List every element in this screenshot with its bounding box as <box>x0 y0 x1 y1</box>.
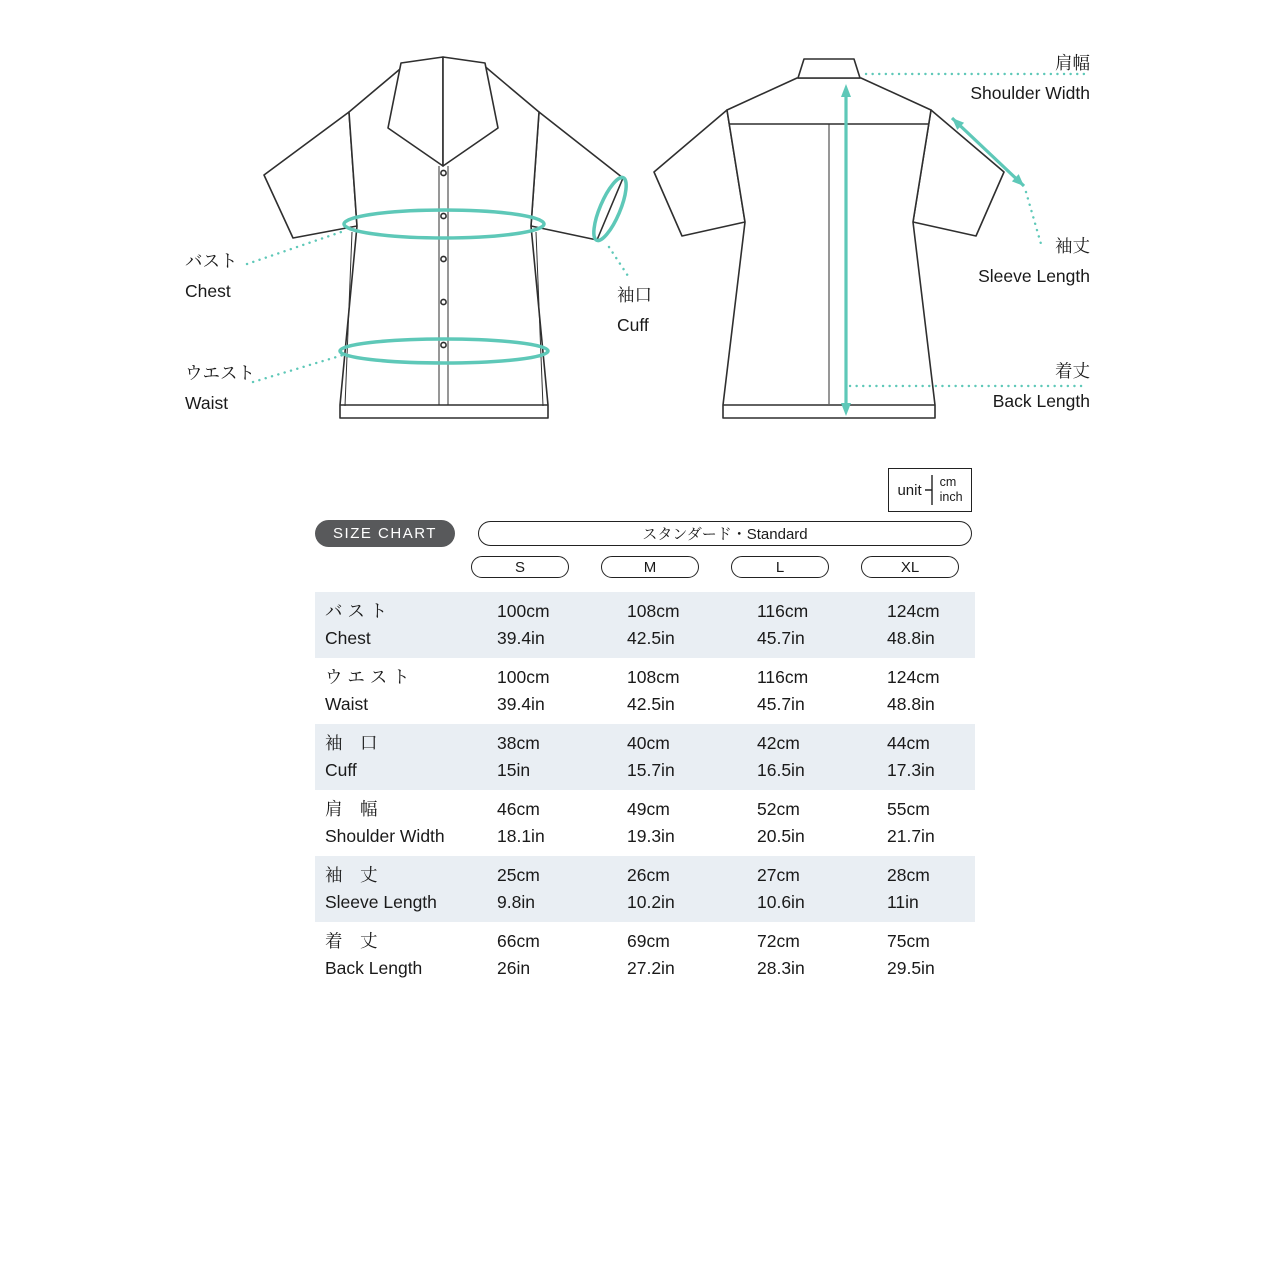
value-in: 45.7in <box>757 628 805 648</box>
shoulder-width-label-en: Shoulder Width <box>970 83 1090 103</box>
value-cm: 55cm <box>887 799 930 819</box>
sleeve-length-label-en: Sleeve Length <box>978 266 1090 286</box>
back-collar <box>798 59 860 78</box>
row-label-jp: バ ス ト <box>325 601 388 621</box>
cell-cuff-m <box>585 730 715 784</box>
value-in: 42.5in <box>627 628 675 648</box>
row-label-jp: 着 丈 <box>325 931 378 951</box>
table-row-back-length <box>315 922 975 988</box>
unit-label: unit <box>897 481 922 499</box>
row-label-jp: ウ エ ス ト <box>325 667 410 687</box>
value-cm: 27cm <box>757 865 800 885</box>
cell-back-m <box>585 928 715 982</box>
value-in: 17.3in <box>887 760 935 780</box>
size-pill-l: L <box>731 556 829 578</box>
value-cm: 44cm <box>887 733 930 753</box>
table-row-sleeve-length <box>315 856 975 922</box>
sleeve-length-label-jp: 袖丈 <box>1055 236 1090 256</box>
size-pill-xl: XL <box>861 556 959 578</box>
value-cm: 69cm <box>627 931 670 951</box>
back-length-annotation <box>993 356 1090 416</box>
value-in: 9.8in <box>497 892 535 912</box>
value-in: 16.5in <box>757 760 805 780</box>
value-in: 15in <box>497 760 531 780</box>
unit-box <box>888 468 972 512</box>
value-cm: 66cm <box>497 931 540 951</box>
value-cm: 46cm <box>497 799 540 819</box>
front-left-sleeve <box>264 112 357 238</box>
value-cm: 52cm <box>757 799 800 819</box>
value-cm: 100cm <box>497 667 550 687</box>
value-in: 10.6in <box>757 892 805 912</box>
value-in: 29.5in <box>887 958 935 978</box>
cell-back-xl <box>845 928 975 982</box>
value-in: 26in <box>497 958 531 978</box>
row-label-en: Shoulder Width <box>325 826 445 846</box>
cuff-annotation <box>617 280 652 340</box>
value-cm: 26cm <box>627 865 670 885</box>
cell-back-s <box>455 928 585 982</box>
cell-shoulder-xl <box>845 796 975 850</box>
chest-label-jp: バスト <box>185 251 238 271</box>
value-cm: 28cm <box>887 865 930 885</box>
cell-waist-xl <box>845 664 975 718</box>
row-label-en: Sleeve Length <box>325 892 437 912</box>
chest-label-en: Chest <box>185 281 231 301</box>
row-label-en: Waist <box>325 694 369 714</box>
cell-waist-l <box>715 664 845 718</box>
value-cm: 108cm <box>627 601 680 621</box>
value-in: 45.7in <box>757 694 805 714</box>
cell-chest-s <box>455 598 585 652</box>
cell-cuff-s <box>455 730 585 784</box>
size-header-row <box>315 556 975 578</box>
row-label-en: Cuff <box>325 760 357 780</box>
value-in: 10.2in <box>627 892 675 912</box>
back-length-label-en: Back Length <box>992 391 1090 411</box>
sleeve-length-annotation <box>978 231 1090 291</box>
value-cm: 38cm <box>497 733 540 753</box>
unit-bracket-icon <box>925 472 937 508</box>
value-cm: 124cm <box>887 667 940 687</box>
row-label-jp: 袖 口 <box>325 733 378 753</box>
cell-sleeve-m <box>585 862 715 916</box>
shoulder-width-label-jp: 肩幅 <box>1055 53 1090 73</box>
value-cm: 40cm <box>627 733 670 753</box>
chest-annotation <box>185 246 238 306</box>
cell-waist-m <box>585 664 715 718</box>
value-in: 21.7in <box>887 826 935 846</box>
waist-label-en: Waist <box>185 393 229 413</box>
row-label-en: Back Length <box>325 958 423 978</box>
cell-chest-l <box>715 598 845 652</box>
cell-shoulder-m <box>585 796 715 850</box>
value-in: 15.7in <box>627 760 675 780</box>
unit-inch: inch <box>939 490 963 504</box>
cuff-label-jp: 袖口 <box>617 285 652 305</box>
waist-label-jp: ウエスト <box>185 363 255 383</box>
value-cm: 25cm <box>497 865 540 885</box>
cell-chest-xl <box>845 598 975 652</box>
value-cm: 116cm <box>757 667 809 687</box>
row-label-en: Chest <box>325 628 371 648</box>
value-in: 11in <box>887 892 919 912</box>
value-cm: 116cm <box>757 601 809 621</box>
cell-sleeve-s <box>455 862 585 916</box>
value-cm: 108cm <box>627 667 680 687</box>
value-in: 18.1in <box>497 826 545 846</box>
waist-annotation <box>185 358 255 418</box>
value-in: 39.4in <box>497 694 545 714</box>
value-in: 42.5in <box>627 694 675 714</box>
cell-shoulder-l <box>715 796 845 850</box>
table-row-chest <box>315 592 975 658</box>
value-in: 20.5in <box>757 826 805 846</box>
value-in: 48.8in <box>887 628 935 648</box>
value-in: 39.4in <box>497 628 545 648</box>
unit-cm: cm <box>939 475 957 489</box>
cell-sleeve-l <box>715 862 845 916</box>
table-row-cuff <box>315 724 975 790</box>
table-row-shoulder-width <box>315 790 975 856</box>
value-in: 48.8in <box>887 694 935 714</box>
shoulder-width-annotation <box>970 48 1090 108</box>
value-cm: 42cm <box>757 733 800 753</box>
collection-label: スタンダード・Standard <box>478 521 972 546</box>
row-label-jp: 袖 丈 <box>325 865 378 885</box>
cell-waist-s <box>455 664 585 718</box>
value-cm: 72cm <box>757 931 800 951</box>
size-chart-title: SIZE CHART <box>315 520 455 547</box>
cuff-label-en: Cuff <box>617 315 649 335</box>
cell-shoulder-s <box>455 796 585 850</box>
table-row-waist <box>315 658 975 724</box>
value-in: 27.2in <box>627 958 675 978</box>
front-right-sleeve <box>531 112 623 240</box>
back-length-label-jp: 着丈 <box>1055 361 1090 381</box>
size-pill-s: S <box>471 556 569 578</box>
value-cm: 100cm <box>497 601 550 621</box>
value-cm: 75cm <box>887 931 930 951</box>
value-cm: 49cm <box>627 799 670 819</box>
cell-cuff-xl <box>845 730 975 784</box>
cell-back-l <box>715 928 845 982</box>
value-cm: 124cm <box>887 601 940 621</box>
value-in: 19.3in <box>627 826 675 846</box>
size-pill-m: M <box>601 556 699 578</box>
size-table <box>315 592 975 988</box>
cell-cuff-l <box>715 730 845 784</box>
cell-chest-m <box>585 598 715 652</box>
value-in: 28.3in <box>757 958 805 978</box>
cell-sleeve-xl <box>845 862 975 916</box>
row-label-jp: 肩 幅 <box>325 799 378 819</box>
